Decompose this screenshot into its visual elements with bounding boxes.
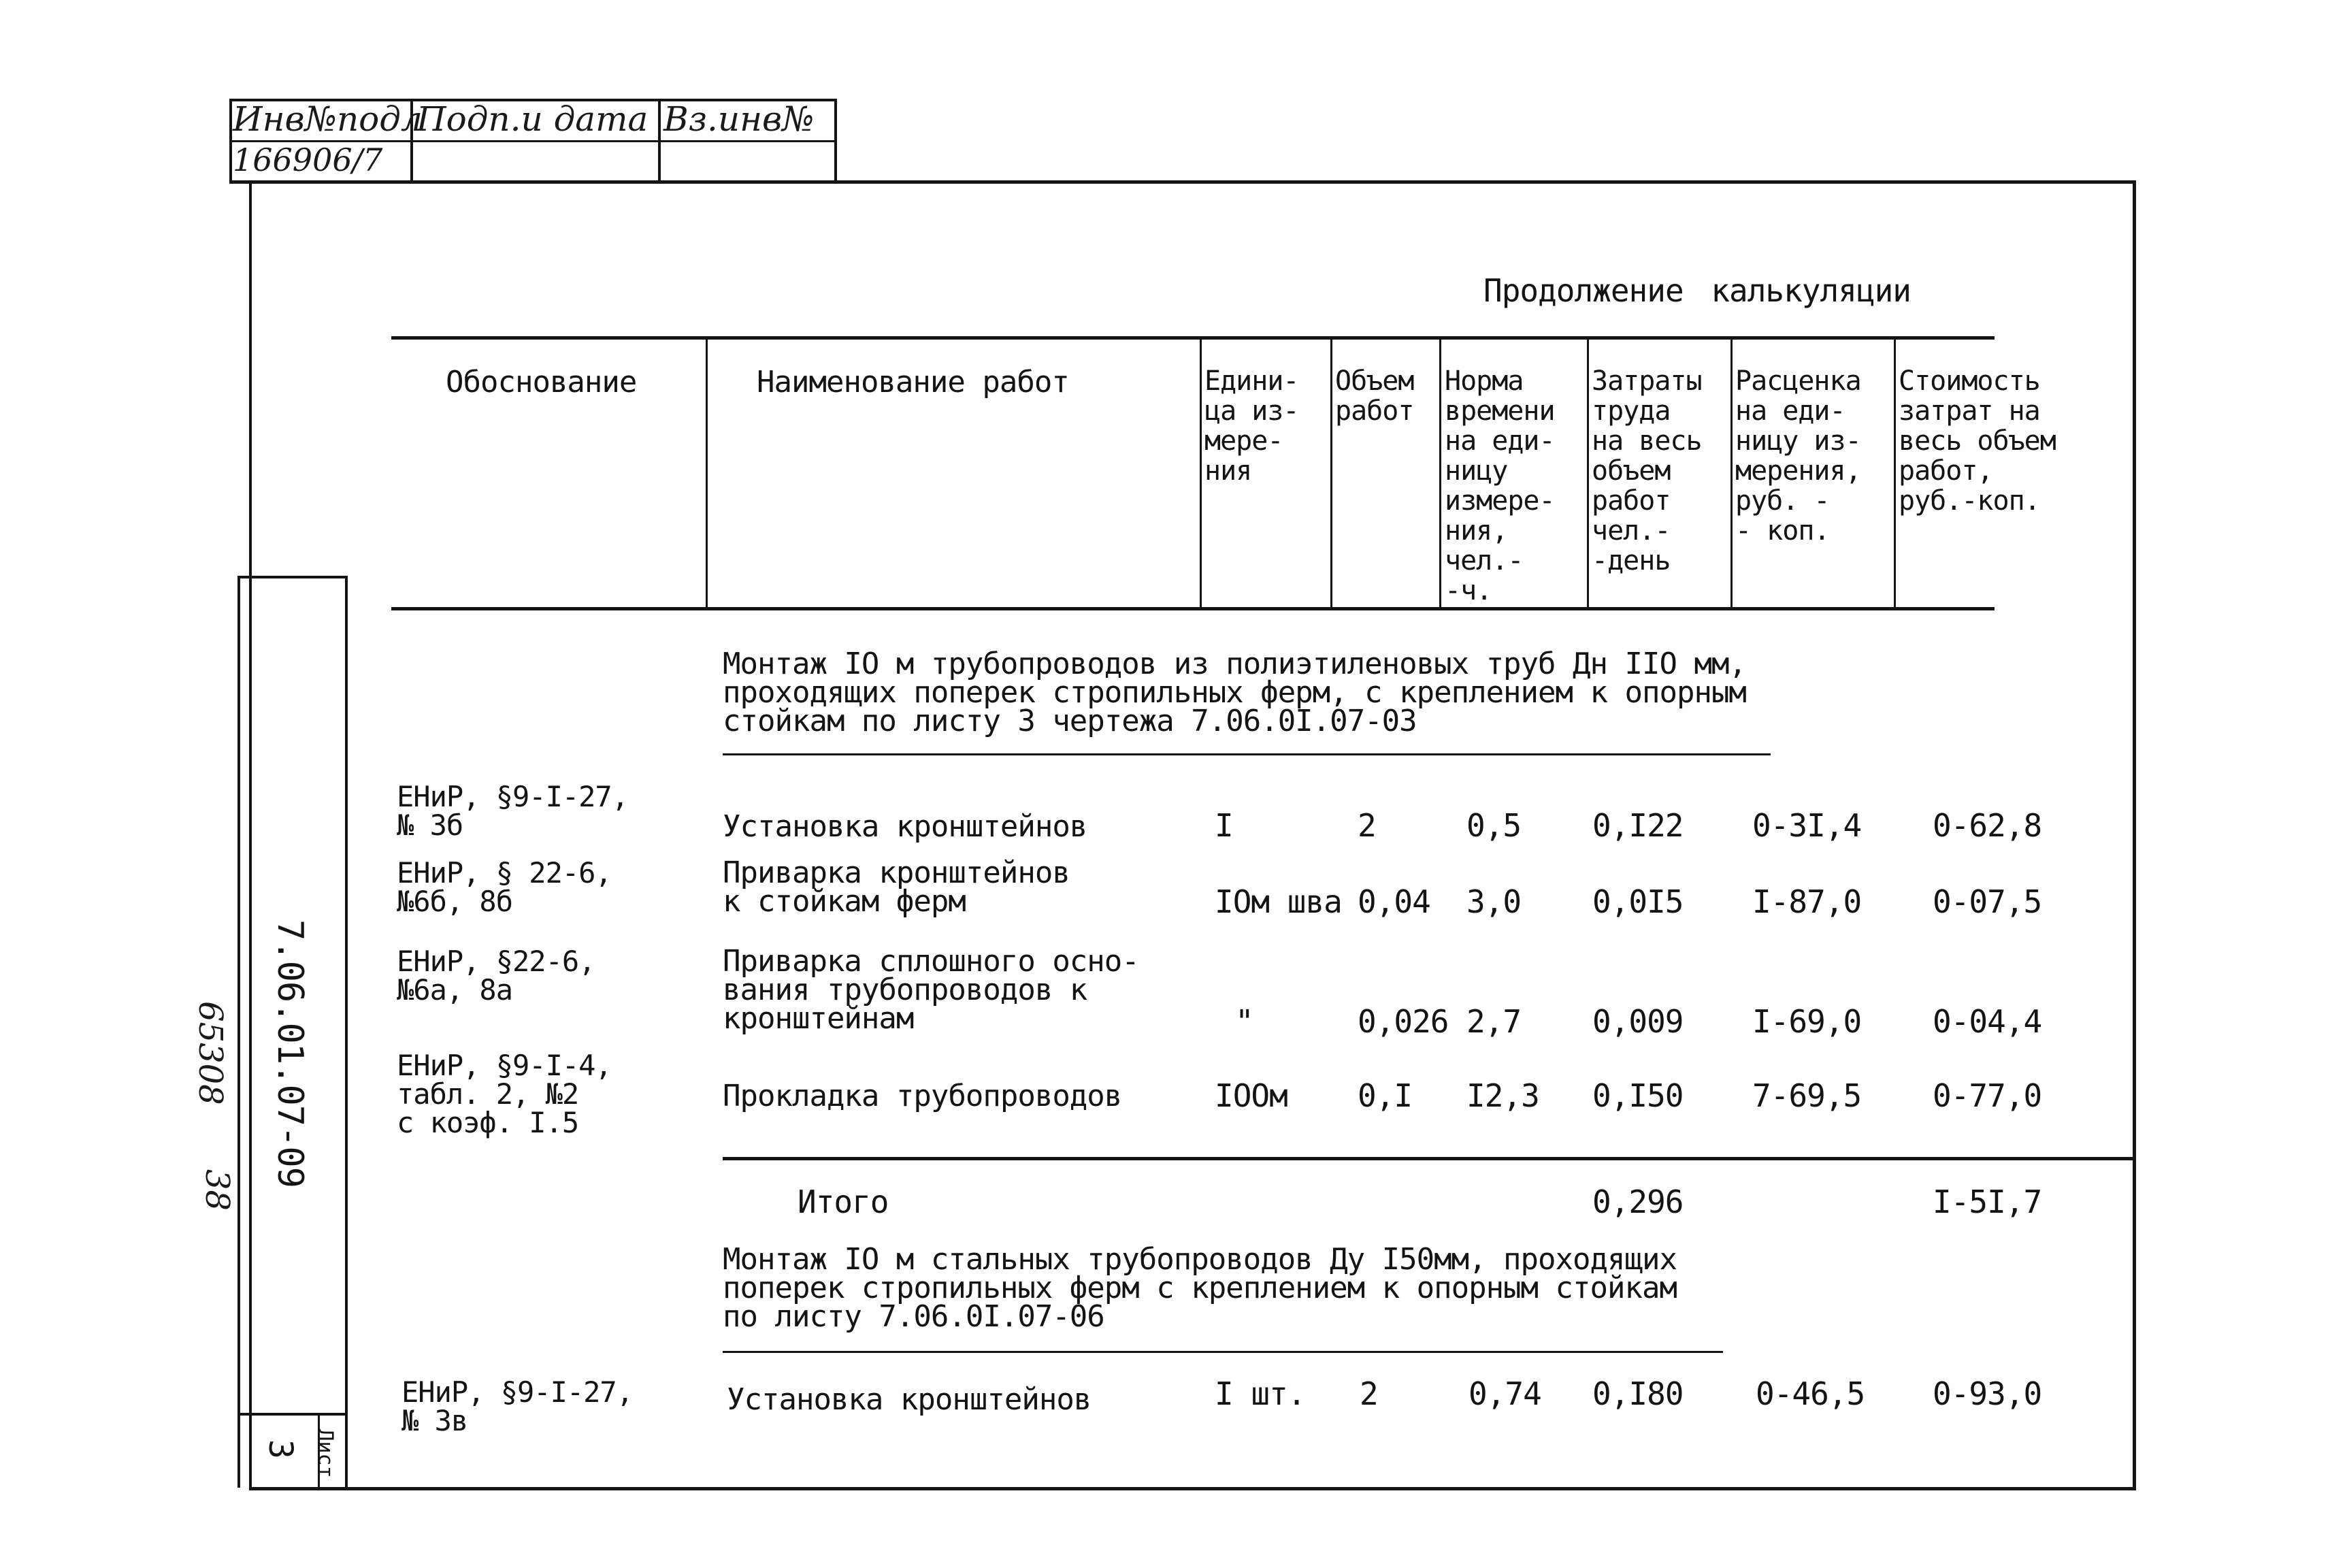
col-header-work: Наименование работ xyxy=(757,365,1069,399)
total-labor: 0,296 xyxy=(1592,1183,1684,1220)
section-title: Монтаж IO м трубопроводов из полиэтиленовых труб Дн IIO мм, проходящих поперек стропильных ферм, с креплением к опорным стойкам по листу 3 чертежа 7.06.0I.07-03 xyxy=(723,647,1746,738)
row-cost: 0-93,0 xyxy=(1933,1375,2042,1412)
sheet-number: 3 xyxy=(261,1439,299,1458)
col-header-volume: Объем работ xyxy=(1335,365,1414,427)
row-norm: 0,74 xyxy=(1468,1375,1541,1412)
row-work-name: Установка кронштейнов xyxy=(727,1382,1092,1417)
row-volume: 2 xyxy=(1358,807,1376,844)
total-label: Итого xyxy=(798,1183,889,1220)
row-norm: 0,5 xyxy=(1466,807,1522,844)
document-code: 7.06.01.07-09 xyxy=(269,919,310,1188)
row-work-name: Приварка кронштейнов к стойкам ферм xyxy=(723,855,1070,919)
row-justification: ЕНиР, §9-I-4, табл. 2, №2 с коэф. I.5 xyxy=(397,1049,612,1139)
stamp-header-sign: Подп.и дата xyxy=(416,99,649,139)
col-header-cost: Стоимость затрат на весь объем работ, руб.-коп. xyxy=(1899,365,2056,517)
row-work-name: Прокладка трубопроводов xyxy=(723,1079,1122,1113)
row-justification: ЕНиР, §9-I-27, № 3б xyxy=(397,780,629,842)
row-volume: 0,026 xyxy=(1358,1003,1449,1040)
row-cost: 0-77,0 xyxy=(1933,1077,2042,1114)
row-work-name: Установка кронштейнов xyxy=(723,809,1087,844)
row-norm: 2,7 xyxy=(1466,1003,1522,1040)
row-volume: 0,I xyxy=(1358,1077,1413,1114)
row-cost: 0-04,4 xyxy=(1933,1003,2042,1040)
row-unit: I xyxy=(1215,807,1233,844)
row-volume: 0,04 xyxy=(1358,883,1430,920)
row-norm: 3,0 xyxy=(1466,883,1522,920)
col-header-labor: Затраты труда на весь объем работ чел.- -день xyxy=(1592,365,1702,576)
row-rate: I-87,0 xyxy=(1752,883,1862,920)
row-unit: I шт. xyxy=(1215,1375,1306,1412)
stamp-header-vz: Вз.инв№ xyxy=(663,99,815,139)
row-work-name: Приварка сплошного осно- вания трубопроводов к кронштейнам xyxy=(723,944,1139,1036)
margin-note-number: 65308 xyxy=(191,1001,229,1105)
row-labor: 0,I80 xyxy=(1592,1375,1684,1412)
row-labor: 0,009 xyxy=(1592,1003,1684,1040)
row-justification: ЕНиР, §22-6, №6а, 8а xyxy=(397,945,595,1007)
stamp-inventory-number: 166906/7 xyxy=(233,142,383,178)
sheet-label: Лист xyxy=(313,1428,338,1478)
row-norm: I2,3 xyxy=(1466,1077,1539,1114)
row-unit: " xyxy=(1235,1003,1253,1040)
row-unit: IOOм xyxy=(1215,1077,1287,1114)
col-header-rate: Расценка на еди- ницу из- мерения, руб. - - коп. xyxy=(1735,365,1861,546)
row-justification: ЕНиР, §9-I-27, № 3в xyxy=(401,1375,634,1437)
section-title: Монтаж IO м стальных трубопроводов Ду I50мм, проходящих поперек стропильных ферм с креплением к опорным стойкам по листу 7.06.0I.07-06 xyxy=(723,1242,1677,1334)
row-labor: 0,I50 xyxy=(1592,1077,1684,1114)
row-cost: 0-07,5 xyxy=(1933,883,2042,920)
row-volume: 2 xyxy=(1360,1375,1378,1412)
col-header-justification: Обоснование xyxy=(446,365,637,399)
page-title: Продолжение калькуляции xyxy=(1483,272,1911,309)
total-cost: I-5I,7 xyxy=(1933,1183,2042,1220)
col-header-norm: Норма времени на еди- ницу измере- ния, чел.- -ч. xyxy=(1445,365,1555,606)
row-cost: 0-62,8 xyxy=(1933,807,2042,844)
row-labor: 0,I22 xyxy=(1592,807,1684,844)
stamp-header-inv: Инв№подл xyxy=(233,99,423,139)
row-labor: 0,0I5 xyxy=(1592,883,1684,920)
margin-note-sheet: 38 xyxy=(198,1169,236,1211)
row-justification: ЕНиР, § 22-6, №6б, 8б xyxy=(397,856,612,918)
row-rate: 7-69,5 xyxy=(1752,1077,1862,1114)
row-unit: IOм шва xyxy=(1215,883,1342,920)
row-rate: I-69,0 xyxy=(1752,1003,1862,1040)
col-header-unit: Едини- ца из- мере- ния xyxy=(1204,365,1299,487)
row-rate: 0-3I,4 xyxy=(1752,807,1862,844)
row-rate: 0-46,5 xyxy=(1756,1375,1865,1412)
